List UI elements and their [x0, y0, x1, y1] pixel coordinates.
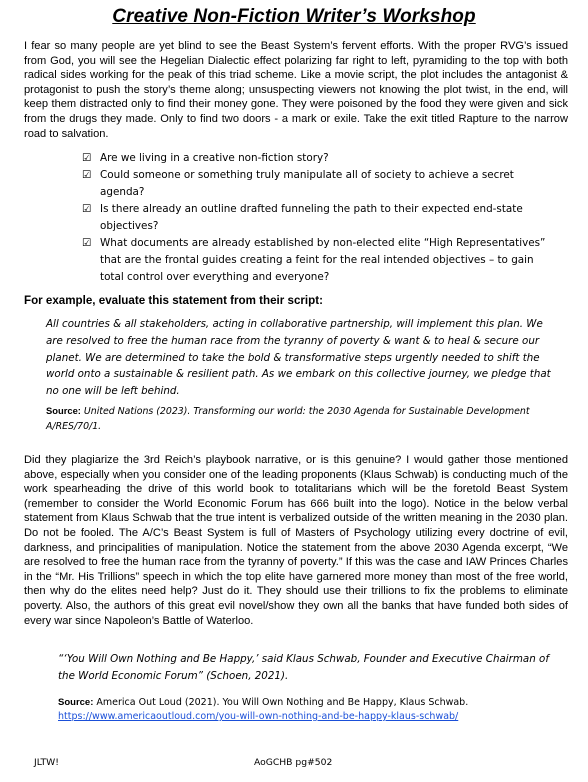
- checklist-item-text: Is there already an outline drafted funneling the path to their expected end-state objectives?: [100, 203, 523, 232]
- checklist-item-text: Could someone or something truly manipulate all of society to achieve a secret agenda?: [100, 169, 514, 198]
- source-link[interactable]: https://www.americaoutloud.com/you-will-own-nothing-and-be-happy-klaus-schwab/: [58, 711, 459, 722]
- un-agenda-quote: All countries & all stakeholders, acting in collaborative partnership, will implement this plan. We are resolved to free the human race from the tyranny of poverty & want & to heal & secure our planet. We are determined to take the bold & transformative steps urgently needed to shift the world onto a sustainable & resilient path. As we embark on this collective journey, we pledge that no one will be left behind.: [46, 318, 551, 398]
- source-label: Source:: [46, 405, 81, 416]
- source-label: Source:: [58, 697, 94, 708]
- footer-left-text: JLTW!: [34, 757, 59, 768]
- checkbox-checked-icon: ☑: [82, 152, 92, 164]
- schwab-quote: “‘You Will Own Nothing and Be Happy,’ said Klaus Schwab, Founder and Executive Chairman of the World Economic Forum” (Schoen, 2021).: [58, 653, 549, 682]
- page-title: Creative Non-Fiction Writer’s Workshop: [112, 6, 476, 27]
- schwab-source-citation: [58, 696, 562, 724]
- source-text: United Nations (2023). Transforming our world: the 2030 Agenda for Sustainable Development A/RES/70/1.: [46, 406, 530, 432]
- intro-paragraph: I fear so many people are yet blind to see the Beast System’s fervent efforts. With the proper RVG’s issued from God, you will see the Hegelian Dialectic effect polarizing far right to left, pyramiding to the top with both radical sides working for the peak of this triad scheme. Like a movie script, the plot includes the antagonist & protagonist to push the story’s theme along; unsuspecting viewers not knowing the plot twist, in the end, will keep them distracted only to find their money gone. They were poisoned by the food they were given and sick from the drugs they made. Only to find two doors - a mark or exile. Take the exit titled Rapture to the narrow road to salvation.: [24, 40, 568, 140]
- footer-page-number: AoGCHB pg#502: [254, 757, 333, 768]
- checklist-item: [82, 167, 560, 201]
- body-paragraph: Did they plagiarize the 3rd Reich’s playbook narrative, or is this genuine? I would gather those mentioned above, especially when you consider one of the leading proponents (Klaus Schwab) is conducting much of the work spearheading the drive of this world book to totalitarians which will be the foretold Beast System (remember to consider the World Economic Forum has 666 built into the logo). Notice in the below verbal statement from Klaus Schwab that the true intent is verbalized outside of the written meaning in the 2030 plan. Do not be fooled. The A/C’s Beast System is full of Masters of Psychology utilizing every doctrine of evil, darkness, and principalities of manipulation. Notice the statement from the above 2030 Agenda excerpt, “We are resolved to free the human race from the tyranny of poverty.” If this was the case and IAW Princes Charles in the “Mr. His Trillions” speech in which the top elite have garnered more money than most of the free world, then why do the elites need help? Just do it. They should use their trillions to fix the problems to eliminate poverty. Also, the authors of this great evil novel/show they own all the banks that have funded both sides of every war since Napoleon’s Battle of Waterloo.: [24, 454, 568, 627]
- checklist-item-text: Are we living in a creative non-fiction story?: [100, 152, 329, 164]
- example-heading: For example, evaluate this statement from their script:: [24, 294, 323, 307]
- question-checklist: [82, 150, 560, 286]
- source-text: America Out Loud (2021). You Will Own Nothing and Be Happy, Klaus Schwab.: [96, 697, 469, 708]
- checkbox-checked-icon: ☑: [82, 237, 92, 249]
- checklist-item-text: What documents are already established by non-elected elite “High Representatives” that are the frontal guides creating a feint for the real intended objectives – to gain total control over everything and everyone?: [100, 237, 546, 283]
- un-source-citation: [46, 403, 562, 434]
- checklist-item: [82, 235, 560, 286]
- checklist-item: [82, 201, 560, 235]
- checkbox-checked-icon: ☑: [82, 203, 92, 215]
- checkbox-checked-icon: ☑: [82, 169, 92, 181]
- checklist-item: [82, 150, 560, 167]
